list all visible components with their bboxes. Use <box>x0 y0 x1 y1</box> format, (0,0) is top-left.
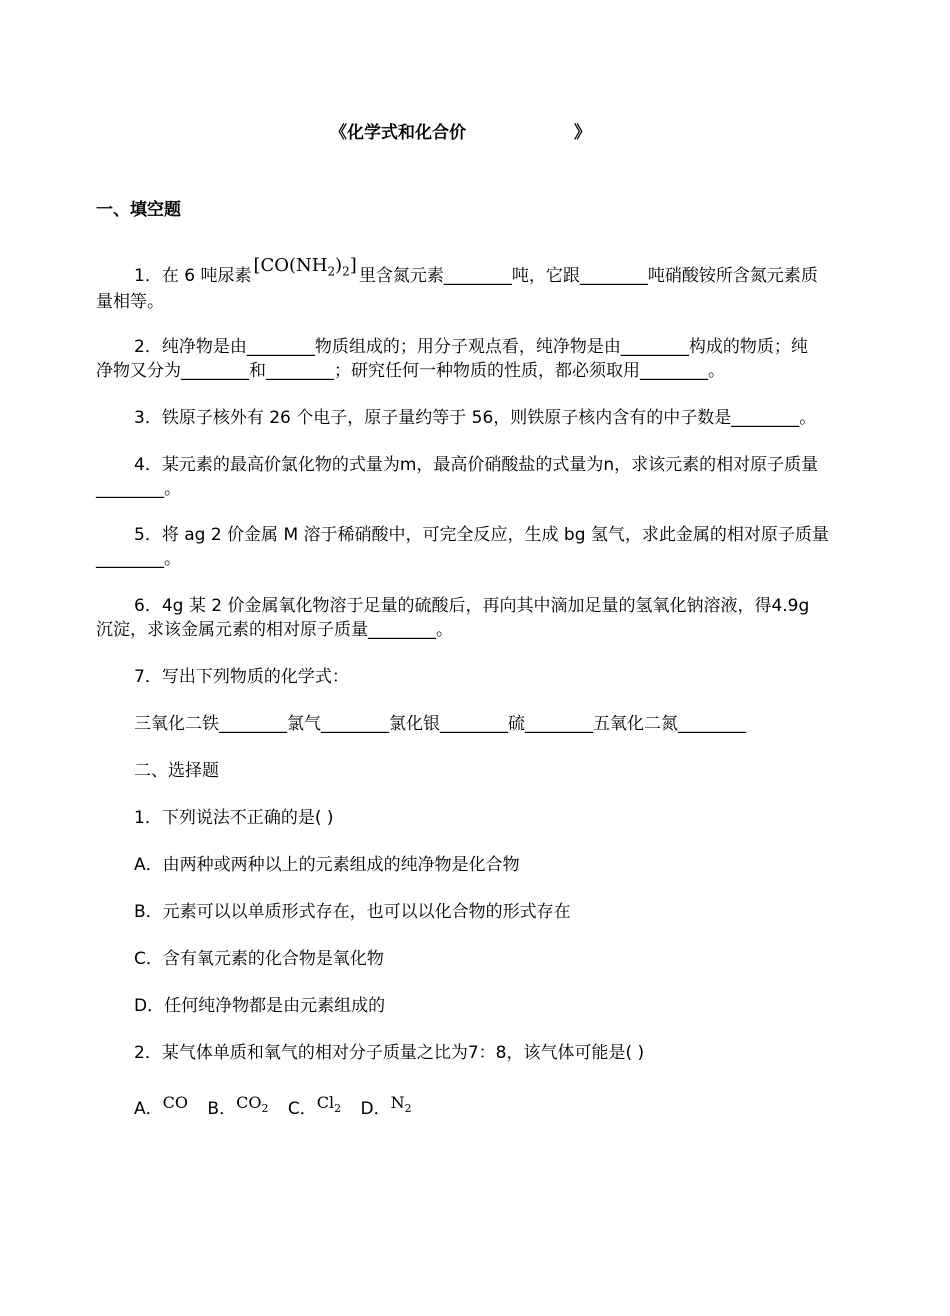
question-5-line-1: 5．将 ag 2 价金属 M 溶于稀硝酸中，可完全反应，生成 bg 氢气，求此金属的相对原子质量 <box>134 525 829 545</box>
question-7-line-2: 三氧化二铁________氯气________氯化银________硫________五氧化二氮________ <box>134 714 746 734</box>
question-6-line-2: 沉淀，求该金属元素的相对原子质量________。 <box>96 620 453 640</box>
choice-1-option-b: B．元素可以以单质形式存在，也可以以化合物的形式存在 <box>134 902 571 922</box>
section-heading-fill-in: 一、填空题 <box>96 200 181 220</box>
question-4-line-2: ________。 <box>96 479 181 499</box>
question-2-line-2: 净物又分为________和________；研究任何一种物质的性质，都必须取用________。 <box>96 361 725 381</box>
question-1-text-b: 里含氮元素________吨，它跟________吨硝酸铵所含氮元素质 <box>358 266 818 286</box>
choice-1-option-d: D．任何纯净物都是由元素组成的 <box>134 996 386 1016</box>
section-heading-choice: 二、选择题 <box>134 761 219 781</box>
choice-1-option-c: C．含有氧元素的化合物是氧化物 <box>134 949 384 969</box>
choice-2-option-c-label: C． <box>287 1099 317 1119</box>
choice-2-options <box>134 1093 412 1127</box>
choice-2-option-a-label: A． <box>134 1099 163 1119</box>
question-4-line-1: 4．某元素的最高价氯化物的式量为m，最高价硝酸盐的式量为n，求该元素的相对原子质量 <box>134 455 819 475</box>
urea-formula: $[CO(NH_2)_2]$ <box>253 255 357 279</box>
choice-question-2: 2．某气体单质和氧气的相对分子质量之比为7：8，该气体可能是( ) <box>134 1043 645 1063</box>
choice-question-1: 1．下列说法不正确的是( ) <box>134 808 334 828</box>
question-1-line-1 <box>134 255 818 294</box>
question-7-line-1: 7．写出下列物质的化学式： <box>134 667 349 687</box>
choice-2-option-b-label: B． <box>207 1099 237 1119</box>
choice-1-option-a: A．由两种或两种以上的元素组成的纯净物是化合物 <box>134 855 520 875</box>
choice-2-option-c-formula: $Cl_2$ <box>316 1093 342 1116</box>
question-5-line-2: ________。 <box>96 549 181 569</box>
question-1-line-2: 量相等。 <box>96 292 164 312</box>
question-3: 3．铁原子核外有 26 个电子，原子量约等于 56，则铁原子核内含有的中子数是________。 <box>134 408 817 428</box>
question-2-line-1: 2．纯净物是由________物质组成的；用分子观点看，纯净物是由________构成的物质；纯 <box>134 337 808 357</box>
question-1-text-a: 1．在 6 吨尿素 <box>134 266 252 286</box>
choice-2-option-b-formula: $CO_2$ <box>236 1093 269 1116</box>
choice-2-option-d-label: D． <box>360 1099 391 1119</box>
page-title: 《化学式和化合价 <box>330 123 466 143</box>
choice-2-option-a-formula: CO <box>162 1093 188 1112</box>
page-title-close: 》 <box>574 123 591 143</box>
choice-2-option-d-formula: $N_2$ <box>390 1093 412 1116</box>
question-6-line-1: 6．4g 某 2 价金属氧化物溶于足量的硫酸后，再向其中滴加足量的氢氧化钠溶液，得4.9g <box>134 596 810 616</box>
